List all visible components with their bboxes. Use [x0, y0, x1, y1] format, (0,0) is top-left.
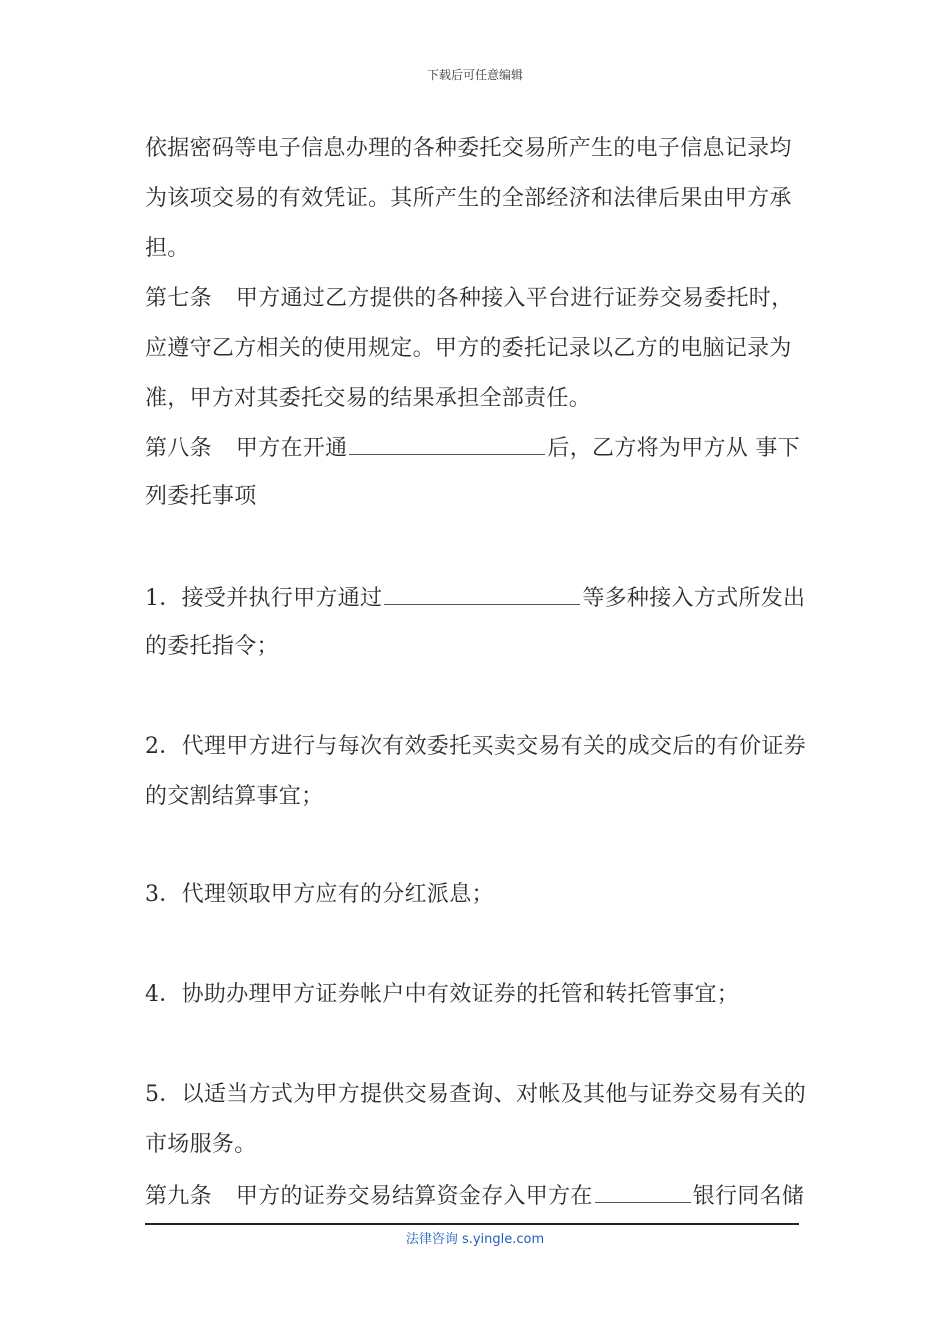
item-1-text-post: 等多种接入方式所发出 [582, 586, 806, 611]
article-9-line-1 [145, 1180, 804, 1212]
article-7-label: 第七条 [145, 286, 212, 311]
paragraph-line: 担。 [145, 236, 190, 261]
item-3: 3．代理领取甲方应有的分红派息； [145, 882, 494, 907]
article-9-label: 第九条 [145, 1184, 212, 1209]
fill-in-blank[interactable] [384, 582, 580, 605]
fill-in-blank[interactable] [595, 1180, 691, 1203]
header-note: 下载后可任意编辑 [426, 68, 523, 82]
paragraph-line: 为该项交易的有效凭证。其所产生的全部经济和法律后果由甲方承 [145, 186, 792, 211]
footer-link[interactable]: 法律咨询 s.yingle.com [405, 1232, 545, 1247]
article-7-line-2: 应遵守乙方相关的使用规定。甲方的委托记录以乙方的电脑记录为 [145, 336, 792, 361]
article-7-text: 甲方通过乙方提供的各种接入平台进行证券交易委托时， [235, 286, 794, 311]
footer-divider [145, 1223, 799, 1225]
article-8-text-post: 后，乙方将为甲方从 事下 [547, 436, 801, 461]
article-8-label: 第八条 [145, 436, 212, 461]
article-8-line-2: 列委托事项 [145, 484, 257, 509]
article-9-text-post: 银行同名储 [692, 1184, 805, 1209]
item-1-line-1 [145, 582, 805, 614]
item-1-text-pre: 1．接受并执行甲方通过 [145, 586, 383, 611]
article-8-line-1 [145, 432, 800, 464]
item-5-line-2: 市场服务。 [145, 1132, 257, 1157]
article-7-line-3: 准，甲方对其委托交易的结果承担全部责任。 [145, 386, 592, 411]
paragraph-line: 依据密码等电子信息办理的各种委托交易所产生的电子信息记录均 [145, 136, 792, 161]
item-2-line-1: 2．代理甲方进行与每次有效委托买卖交易有关的成交后的有价证券 [145, 734, 806, 759]
item-1-line-2: 的委托指令； [145, 634, 279, 659]
item-4: 4．协助办理甲方证券帐户中有效证券的托管和转托管事宜； [145, 982, 740, 1007]
fill-in-blank[interactable] [349, 432, 545, 455]
item-5-line-1: 5．以适当方式为甲方提供交易查询、对帐及其他与证券交易有关的 [145, 1082, 806, 1107]
article-9-text-pre: 甲方的证券交易结算资金存入甲方在 [235, 1184, 593, 1209]
item-2-line-2: 的交割结算事宜； [145, 784, 324, 809]
article-8-text-pre: 甲方在开通 [235, 436, 348, 461]
article-7-line-1 [145, 284, 793, 314]
